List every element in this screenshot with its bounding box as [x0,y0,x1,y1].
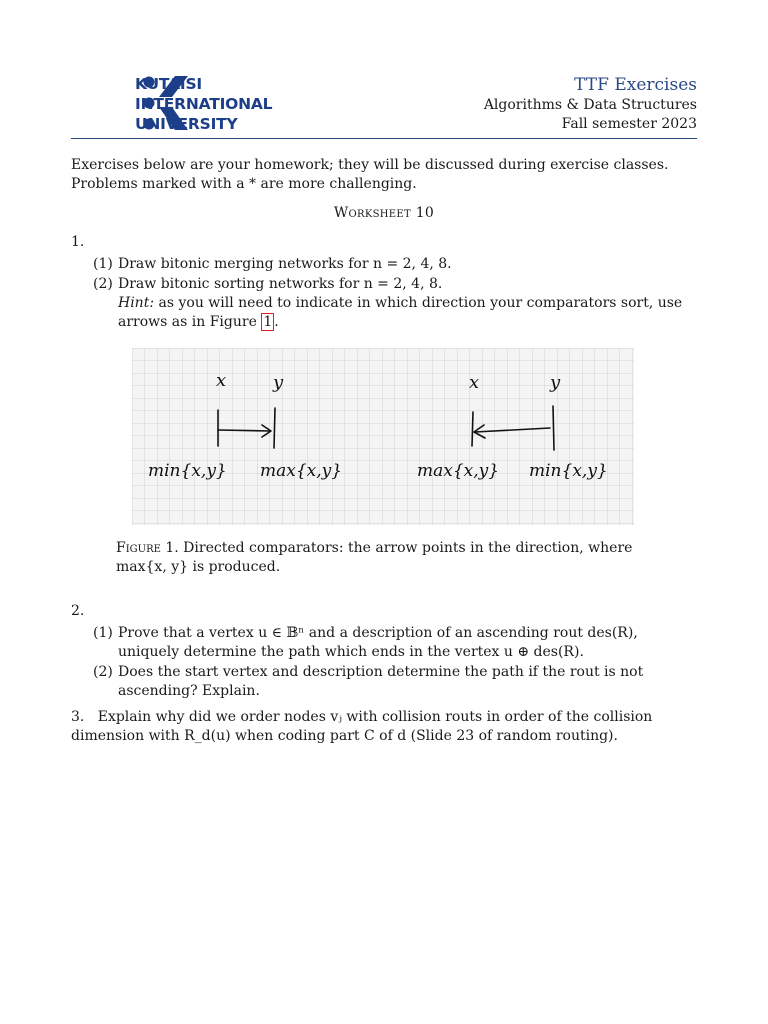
semester: Fall semester 2023 [561,116,697,132]
label-min-2: min{x,y} [529,461,608,481]
figure-reference-link[interactable]: 1 [263,314,273,330]
problem-2-item-1: (1) Prove that a vertex u ∈ 𝔹ⁿ and a description of an ascending rout des(R), uniquely determine the path which ends in the vertex u ⊕ des(R). [93,625,638,660]
problem-2-number: 2. [71,603,85,619]
label-y-1: y [273,372,284,393]
logo-line-2: INTERNATIONAL [135,95,273,113]
problem-1-item-2: (2) Draw bitonic sorting networks for n = 2, 4, 8. [93,276,443,292]
label-max-2: max{x,y} [417,461,500,481]
label-x-2: x [469,372,480,393]
label-min-1: min{x,y} [148,461,227,481]
problem-2-item-2: (2) Does the start vertex and description determine the path if the rout is not ascending? Explain. [93,664,644,699]
university-name [135,74,272,134]
intro-paragraph: Exercises below are your homework; they will be discussed during exercise classes. Problems marked with a * are more challenging. [71,157,669,192]
comparator-2-left-post [472,412,473,446]
figure-1-comparators [132,348,634,525]
comparator-1-right-post [274,408,275,448]
logo-line-1: KUTAISI [135,75,202,93]
worksheet-title: Worksheet 10 [333,205,435,221]
problem-3 [71,708,699,746]
label-x-1: x [216,370,227,391]
course-name: Algorithms & Data Structures [483,97,697,113]
problem-3-text: Explain why did we order nodes vⱼ with collision routs in order of the collision dimension with R_d(u) when coding part C of d (Slide 23 of random routing). [71,709,653,744]
problem-1-number: 1. [71,234,85,250]
caption-label: Figure 1. [116,540,179,556]
logo-line-3: UNIVERSITY [135,115,238,133]
problem-1-hint: Hint: as you will need to indicate in which direction your comparators sort, use arrows as in Figure 1 . [118,295,683,330]
comparator-2-right-post [553,406,554,450]
label-y-2: y [550,372,561,393]
header-divider [71,138,697,139]
problem-3-number: 3. [71,709,85,725]
course-header [484,74,697,134]
hint-label: Hint: [118,295,155,311]
figure-1-caption: Figure 1. Directed comparators: the arrow points in the direction, where max{x, y} is produced. [116,540,633,575]
page-title: TTF Exercises [574,75,697,95]
problem-1-item-1: (1) Draw bitonic merging networks for n = 2, 4, 8. [93,256,452,272]
label-max-1: max{x,y} [260,461,343,481]
comparator-1-line [218,430,270,431]
